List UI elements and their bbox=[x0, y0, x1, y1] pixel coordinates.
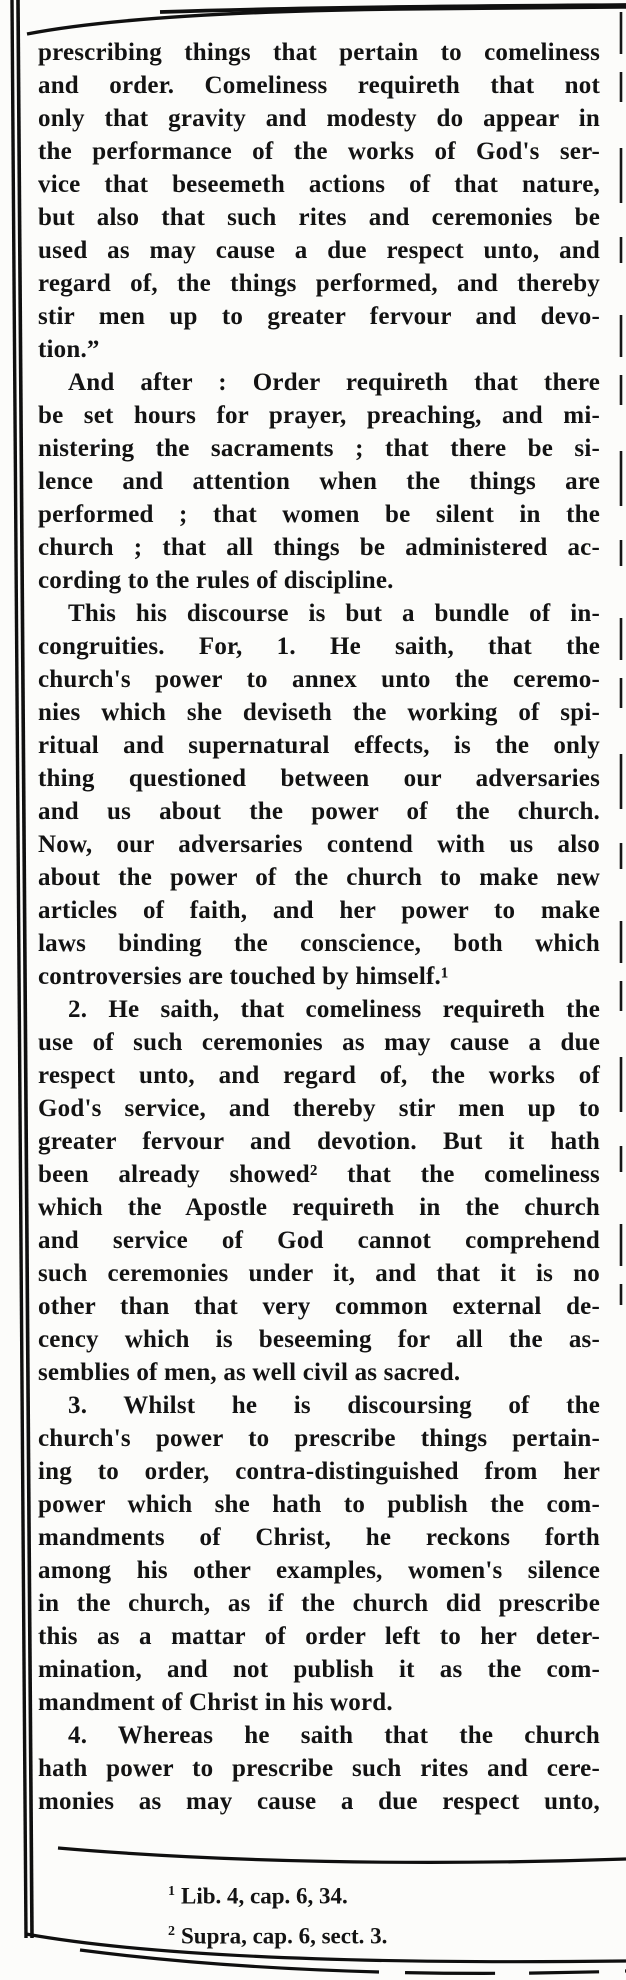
text-line: church ; that all things be administered ac- bbox=[38, 534, 600, 561]
text-line: ritual and supernatural effects, is the only bbox=[38, 732, 600, 759]
text-line: nistering the sacraments ; that there be si- bbox=[38, 435, 600, 462]
footnote-text: Supra, cap. 6, sect. 3. bbox=[181, 1923, 388, 1949]
footnote-line bbox=[168, 1874, 588, 1914]
text-line: nies which she deviseth the working of spi- bbox=[38, 699, 600, 726]
text-line: semblies of men, as well civil as sacred. bbox=[38, 1359, 461, 1386]
text-line: 3. Whilst he is discoursing of the bbox=[68, 1392, 600, 1419]
text-line: use of such ceremonies as may cause a due bbox=[38, 1029, 600, 1056]
text-line: this as a mattar of order left to her deter- bbox=[38, 1623, 600, 1650]
footnote-line bbox=[168, 1914, 588, 1954]
text-line: mandment of Christ in his word. bbox=[38, 1689, 393, 1716]
left-double-rule bbox=[12, 0, 32, 1938]
text-line: tion.” bbox=[38, 336, 100, 363]
text-line: church's power to prescribe things pertain- bbox=[38, 1425, 600, 1452]
text-line: congruities. For, 1. He saith, that the bbox=[38, 633, 600, 660]
text-line: other than that very common external de- bbox=[38, 1293, 600, 1320]
text-line: among his other examples, women's silence bbox=[38, 1557, 600, 1584]
text-line: cording to the rules of discipline. bbox=[38, 567, 394, 594]
text-line: greater fervour and devotion. But it hath bbox=[38, 1128, 600, 1155]
text-line: cency which is beseeming for all the as- bbox=[38, 1326, 600, 1353]
text-line: about the power of the church to make new bbox=[38, 864, 600, 891]
text-line: only that gravity and modesty do appear in bbox=[38, 105, 600, 132]
footnotes bbox=[168, 1874, 588, 1953]
text-line: God's service, and thereby stir men up to bbox=[38, 1095, 600, 1122]
text-line: but also that such rites and ceremonies be bbox=[38, 204, 600, 231]
text-line: mandments of Christ, he reckons forth bbox=[38, 1524, 600, 1551]
text-block bbox=[38, 36, 600, 1818]
text-line: vice that beseemeth actions of that nature, bbox=[38, 171, 600, 198]
text-line: and order. Comeliness requireth that not bbox=[38, 72, 600, 99]
text-line: This his discourse is but a bundle of in- bbox=[68, 600, 600, 627]
footnote-text: Lib. 4, cap. 6, 34. bbox=[181, 1883, 348, 1909]
text-line: prescribing things that pertain to comeliness bbox=[38, 39, 600, 66]
footnote-rule bbox=[58, 1848, 626, 1862]
text-line: and service of God cannot comprehend bbox=[38, 1227, 600, 1254]
text-line: been already showed² that the comeliness bbox=[38, 1161, 600, 1188]
text-line: in the church, as if the church did prescribe bbox=[38, 1590, 600, 1617]
text-line: which the Apostle requireth in the church bbox=[38, 1194, 600, 1221]
text-line: and us about the power of the church. bbox=[38, 798, 600, 825]
top-border bbox=[27, 5, 626, 34]
text-line: lence and attention when the things are bbox=[38, 468, 600, 495]
text-line: such ceremonies under it, and that it is no bbox=[38, 1260, 600, 1287]
text-line: laws binding the conscience, both which bbox=[38, 930, 600, 957]
text-line: ing to order, contra-distinguished from her bbox=[38, 1458, 600, 1485]
text-line: be set hours for prayer, preaching, and mi- bbox=[38, 402, 600, 429]
text-line: 4. Whereas he saith that the church bbox=[68, 1722, 600, 1749]
text-line: articles of faith, and her power to make bbox=[38, 897, 600, 924]
text-line: the performance of the works of God's ser- bbox=[38, 138, 600, 165]
footnote-marker: 2 bbox=[168, 1923, 175, 1939]
text-line: thing questioned between our adversaries bbox=[38, 765, 600, 792]
text-line: Now, our adversaries contend with us also bbox=[38, 831, 600, 858]
text-line: stir men up to greater fervour and devo- bbox=[38, 303, 600, 330]
text-line: mination, and not publish it as the com- bbox=[38, 1656, 600, 1683]
footnote-marker: 1 bbox=[168, 1884, 175, 1899]
text-line: monies as may cause a due respect unto, bbox=[38, 1788, 600, 1815]
text-line: And after : Order requireth that there bbox=[68, 369, 600, 396]
text-line: used as may cause a due respect unto, and bbox=[38, 237, 600, 264]
text-line: 2. He saith, that comeliness requireth the bbox=[68, 996, 600, 1023]
text-line: controversies are touched by himself.¹ bbox=[38, 963, 449, 990]
text-line: church's power to annex unto the ceremo- bbox=[38, 666, 600, 693]
text-line: performed ; that women be silent in the bbox=[38, 501, 600, 528]
text-line: hath power to prescribe such rites and cere- bbox=[38, 1755, 600, 1782]
text-line: power which she hath to publish the com- bbox=[38, 1491, 600, 1518]
text-line: regard of, the things performed, and thereby bbox=[38, 270, 600, 297]
text-line: respect unto, and regard of, the works of bbox=[38, 1062, 600, 1089]
